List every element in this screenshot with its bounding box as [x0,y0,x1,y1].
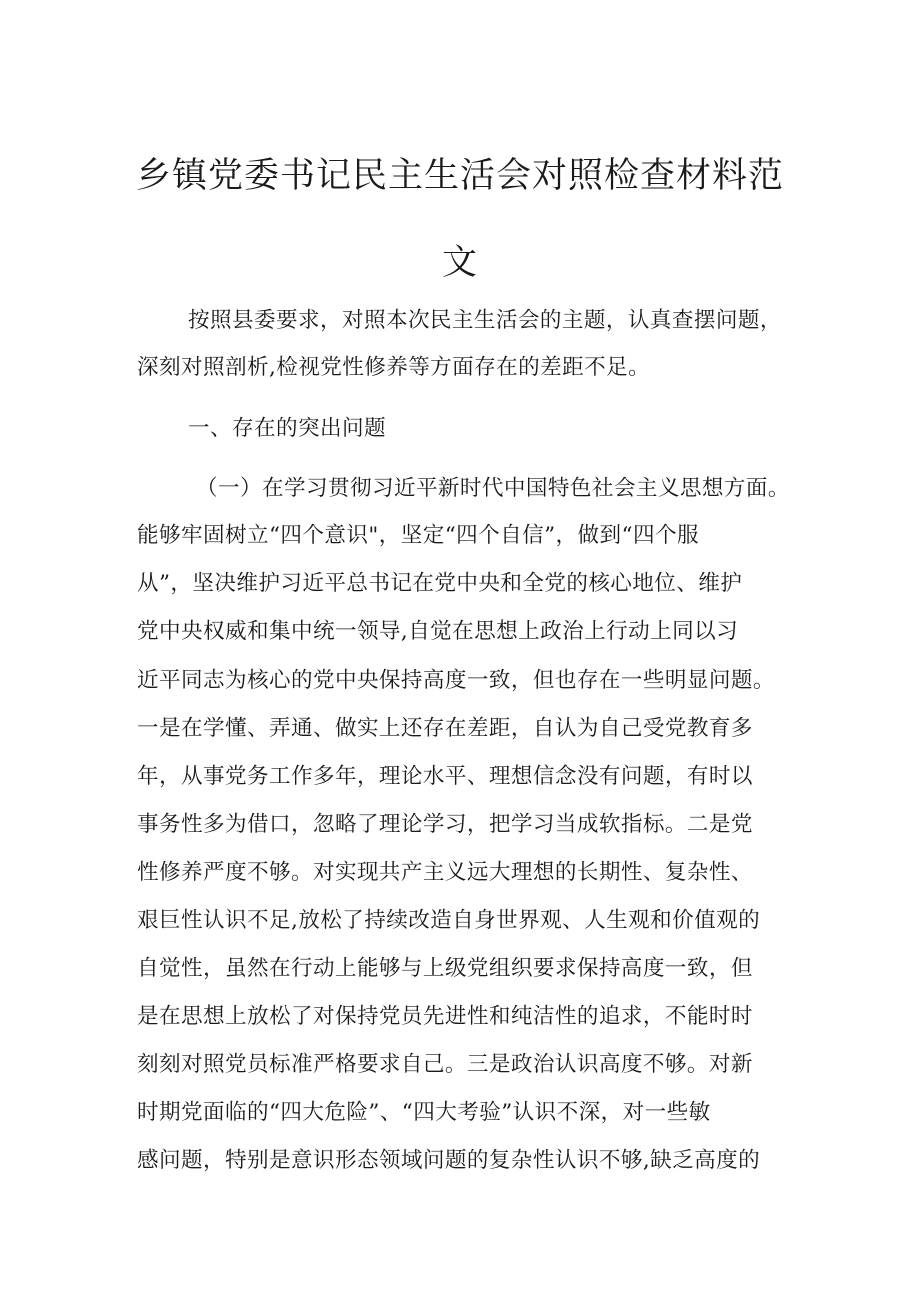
paragraph-line: 一是在学懂、弄通、做实上还存在差距，自认为自己受党教育多 [137,716,753,741]
intro-line-2: 深刻对照剖析,检视党性修养等方面存在的差距不足。 [137,355,651,380]
intro-line-1: 按照县委要求，对照本次民主生活会的主题，认真查摆问题， [188,308,782,333]
paragraph-line: 性修养严度不够。对实现共产主义远大理想的长期性、复杂性、 [137,860,753,885]
paragraph-line: 感问题，特别是意识形态领域问题的复杂性认识不够,缺乏高度的 [137,1148,761,1173]
paragraph-line: 年，从事党务工作多年，理论水平、理想信念没有问题，有时以 [137,764,753,789]
paragraph-line: 事务性多为借口，忽略了理论学习，把学习当成软指标。二是党 [137,812,753,837]
paragraph-line: 艰巨性认识不足,放松了持续改造自身世界观、人生观和价值观的 [137,908,761,933]
section-heading: 一、存在的突出问题 [188,416,386,441]
document-title-line-1: 乡镇党委书记民主生活会对照检查材料范 [135,156,784,196]
paragraph-line: 刻刻对照党员标准严格要求自己。三是政治认识高度不够。对新 [137,1052,753,1077]
document-title-line-2: 文 [441,243,478,283]
paragraph-line: （一）在学习贯彻习近平新时代中国特色社会主义思想方面。 [196,476,790,501]
paragraph-line: 是在思想上放松了对保持党员先进性和纯洁性的追求，不能时时 [137,1004,753,1029]
paragraph-line: 时期党面临的“四大危险”、“四大考验”认识不深，对一些敏 [137,1100,711,1125]
paragraph-line: 党中央权威和集中统一领导,自觉在思想上政治上行动上同以习 [137,619,739,644]
paragraph-line: 近平同志为核心的党中央保持高度一致，但也存在一些明显问题。 [137,668,775,693]
paragraph-line: 从”，坚决维护习近平总书记在党中央和全党的核心地位、维护 [137,571,743,596]
paragraph-line: 自觉性，虽然在行动上能够与上级党组织要求保持高度一致，但 [137,956,753,981]
paragraph-line: 能够牢固树立“四个意识"，坚定“四个自信”，做到“四个服 [137,523,699,548]
